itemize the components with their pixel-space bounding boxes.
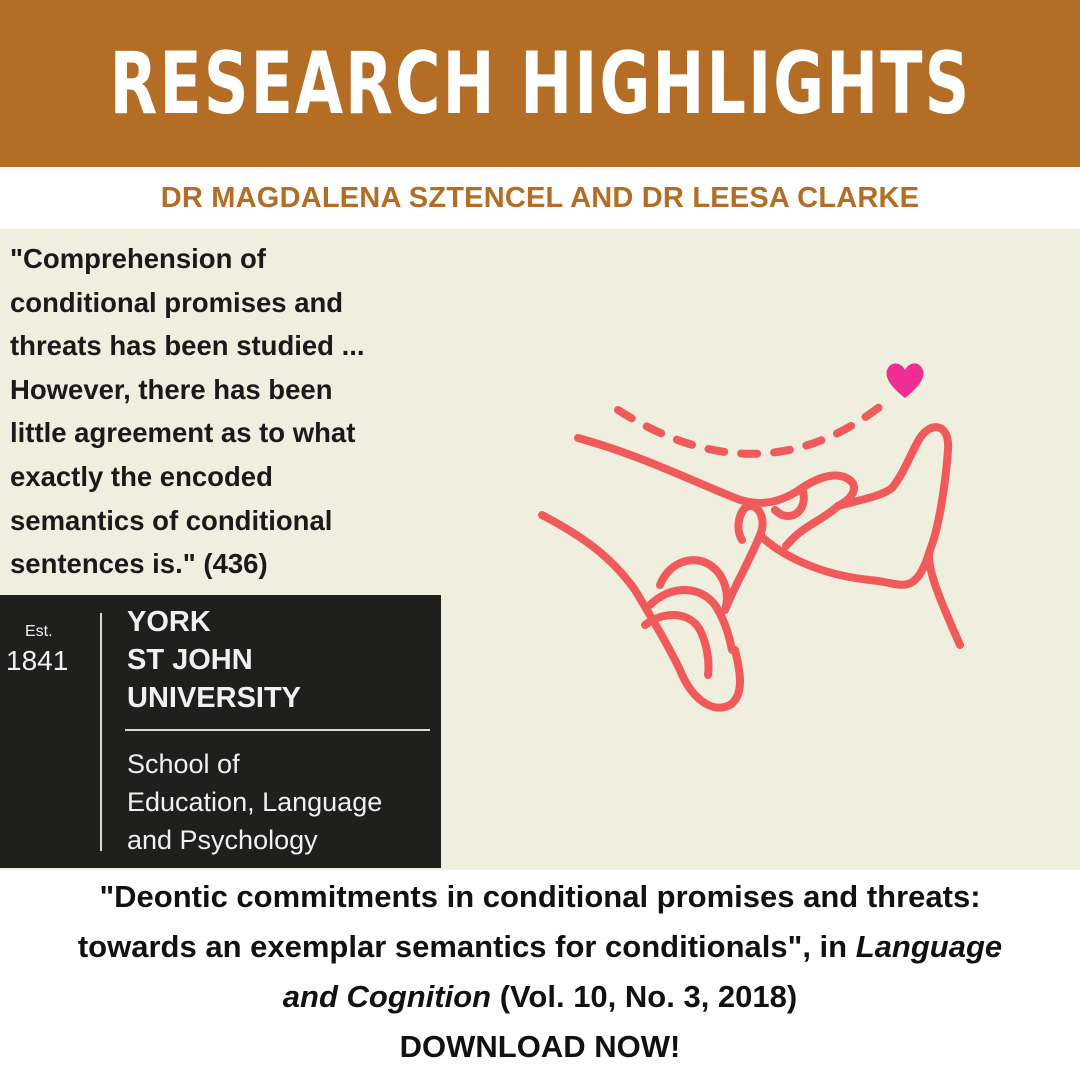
logo-school-line: and Psychology [127, 825, 318, 855]
quote-line: exactly the encoded [10, 460, 273, 492]
quote-line: "Comprehension of [10, 243, 266, 274]
left-hand-outline [542, 515, 740, 708]
logo-name-line: UNIVERSITY [127, 682, 302, 714]
pinky-promise-hands-icon [520, 350, 1000, 730]
left-hand-pinky [725, 506, 763, 610]
citation-text: towards an exemplar semantics for conditionals", in [77, 929, 856, 964]
quote-line: little agreement as to what [10, 417, 356, 449]
logo-name-line: YORK [127, 606, 211, 638]
quote-line: However, there has been [10, 373, 333, 405]
authors-text: DR MAGDALENA SZTENCEL AND DR LEESA CLARKE [160, 181, 920, 214]
logo-name-line: ST JOHN [127, 644, 253, 676]
citation-line [0, 972, 1080, 1022]
logo-school-line: School of [127, 749, 240, 779]
heart-icon [886, 363, 923, 398]
quote-line: conditional promises and [10, 286, 344, 318]
logo-divider-vertical [100, 613, 102, 851]
citation-block [0, 872, 1080, 1072]
authors-bar [0, 167, 1080, 229]
quote-line: threats has been studied ... [10, 330, 365, 362]
citation-line [0, 872, 1080, 922]
promise-arc [618, 405, 882, 454]
logo-divider-horizontal [125, 729, 430, 731]
journal-name: Language [855, 929, 1003, 964]
quote-line: semantics of conditional [10, 504, 333, 536]
logo-university-name [127, 603, 301, 717]
quote-block [10, 237, 430, 586]
citation-line [0, 922, 1080, 972]
citation-text: "Deontic commitments in conditional promises and threats: [99, 879, 981, 914]
logo-school-line: Education, Language [127, 787, 383, 817]
citation-text: (Vol. 10, No. 3, 2018) [491, 979, 798, 1014]
logo-year: 1841 [6, 645, 69, 676]
right-hand-outline [578, 427, 960, 645]
quote-line: sentences is." (436) [10, 548, 268, 580]
header-banner [0, 0, 1080, 167]
logo-school-name [127, 745, 382, 859]
page-title: RESEARCH HIGHLIGHTS [109, 33, 971, 134]
university-logo [0, 595, 441, 868]
download-cta: DOWNLOAD NOW! [399, 1029, 681, 1064]
journal-name: and Cognition [282, 979, 492, 1014]
logo-est-label: Est. [25, 623, 53, 640]
